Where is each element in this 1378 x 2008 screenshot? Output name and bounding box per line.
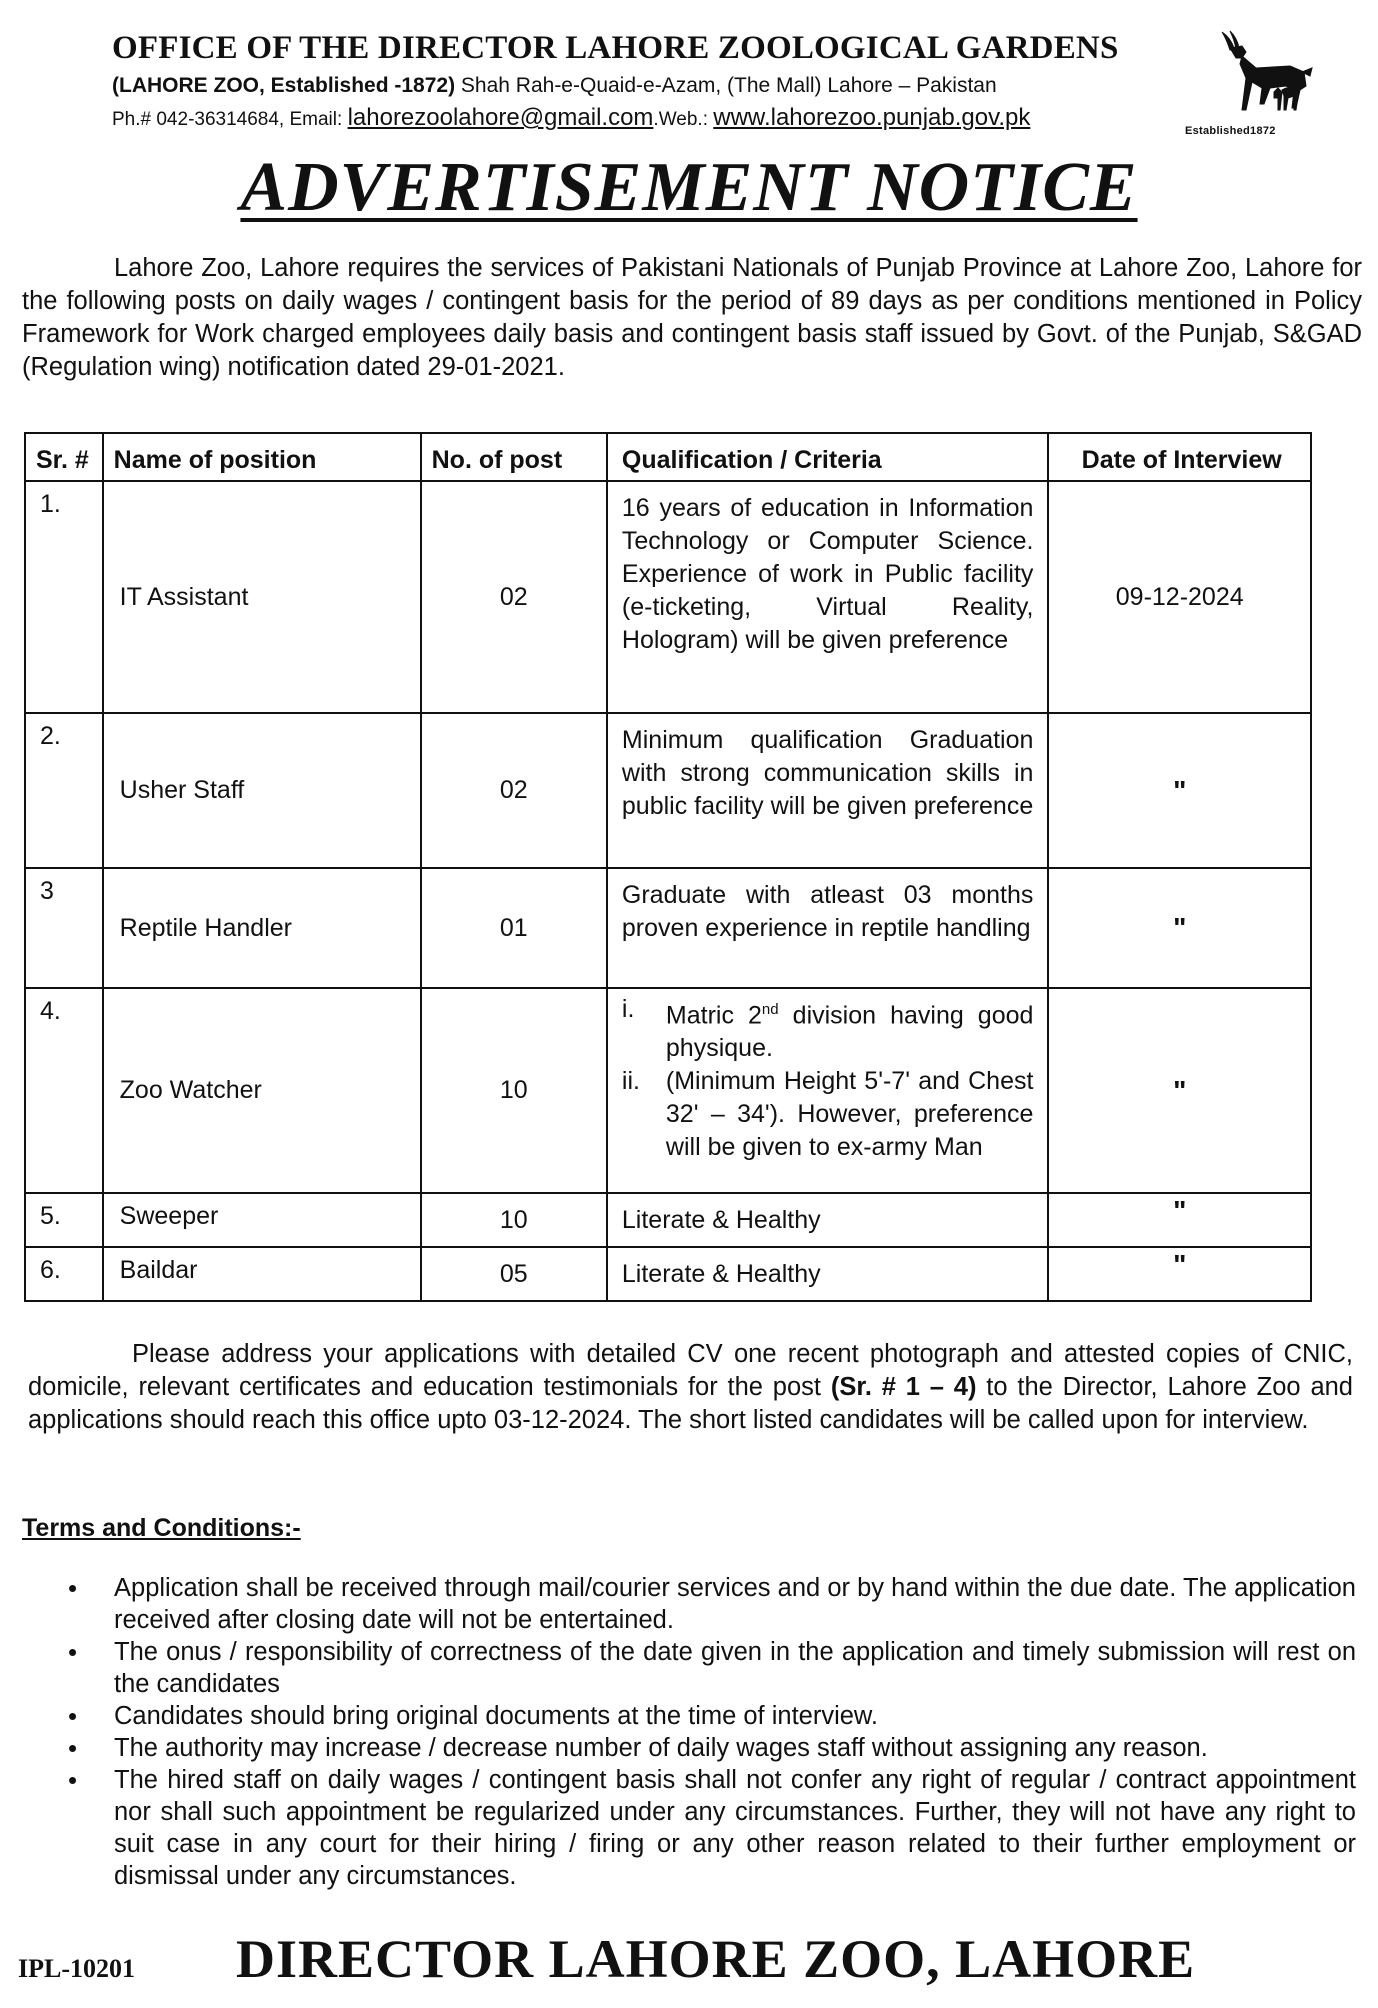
office-contact <box>112 104 1030 132</box>
row-posts: 10 <box>421 988 607 1193</box>
list-item: • Candidates should bring original documents at the time of interview. <box>68 1700 1356 1732</box>
row-posts: 02 <box>421 481 607 713</box>
row-qualification: Literate & Healthy <box>607 1193 1049 1247</box>
web-label: .Web.: <box>653 109 714 130</box>
list-item: (Minimum Height 5'-7' and Chest 32' – 34'). However, preference will be given to ex-army Man <box>665 1067 1034 1162</box>
office-address <box>112 74 997 98</box>
row-position: Sweeper <box>103 1193 421 1247</box>
table-row <box>25 1193 1311 1247</box>
row-position: IT Assistant <box>103 481 421 713</box>
list-item-text: division having good physique. <box>665 1001 1034 1063</box>
row-posts: 05 <box>421 1247 607 1301</box>
row-sr: 2. <box>25 713 103 868</box>
list-item-text: Matric 2 <box>665 1001 762 1030</box>
list-item <box>666 993 1034 1065</box>
table-row <box>25 713 1311 868</box>
notice-heading: ADVERTISEMENT NOTICE <box>240 149 1138 226</box>
instructions-emphasis: (Sr. # 1 – 4) <box>830 1373 977 1401</box>
table-header-row <box>25 433 1311 481</box>
row-interview-date: " <box>1048 868 1311 988</box>
intro-paragraph: Lahore Zoo, Lahore requires the services of Pakistani Nationals of Punjab Province at Lahore Zoo, Lahore for the following posts on daily wages / contingent basis for the period of 89 days as per conditions mentioned in Policy Framework for Work charged employees daily basis and contingent basis staff issued by Govt. of the Punjab, S&GAD (Regulation wing) notification dated 29-01-2021. <box>22 254 1362 381</box>
row-interview-date: 09-12-2024 <box>1048 481 1311 713</box>
row-interview-date: " <box>1048 988 1311 1193</box>
antelope-logo-icon <box>1212 28 1322 112</box>
signature-line: DIRECTOR LAHORE ZOO, LAHORE <box>236 1929 1196 1989</box>
row-sr: 3 <box>25 868 103 988</box>
row-position: Reptile Handler <box>103 868 421 988</box>
header-interview-date: Date of Interview <box>1048 433 1311 481</box>
row-qualification: Minimum qualification Graduation with strong communication skills in public facility will be given preference <box>607 713 1049 868</box>
office-established: (LAHORE ZOO, Established -1872) <box>112 74 456 97</box>
table-row <box>25 481 1311 713</box>
row-qualification: Graduate with atleast 03 months proven experience in reptile handling <box>607 868 1049 988</box>
row-sr: 1. <box>25 481 103 713</box>
header-posts: No. of post <box>421 433 607 481</box>
row-position: Zoo Watcher <box>103 988 421 1193</box>
table-row <box>25 868 1311 988</box>
list-marker: i. <box>621 995 635 1023</box>
positions-table <box>24 432 1312 1302</box>
instructions-text: to the Director, Lahore Zoo and applications should reach this office upto 03-12-2024. The short listed candidates will be called upon for interview. <box>28 1373 1353 1434</box>
list-marker: ii. <box>621 1067 640 1096</box>
instructions-text: Please address your applications with detailed CV one recent photograph and attested copies of CNIC, domicile, relevant certificates and education testimonials for the post <box>28 1340 1353 1401</box>
row-posts: 10 <box>421 1193 607 1247</box>
terms-list <box>68 1572 1356 1892</box>
reference-number: IPL-10201 <box>18 1954 135 1983</box>
qualification-list <box>622 993 1034 1164</box>
list-item-sup: nd <box>761 1001 779 1018</box>
email-link[interactable]: lahorezoolahore@gmail.com <box>347 104 654 131</box>
list-item: • The onus / responsibility of correctness of the date given in the application and timely submission will rest on the candidates <box>68 1636 1356 1700</box>
logo-caption: Established1872 <box>1185 125 1276 137</box>
header-sr: Sr. # <box>25 433 103 481</box>
phone-label: Ph.# 042-36314684, Email: <box>112 109 348 130</box>
office-street: Shah Rah-e-Quaid-e-Azam, (The Mall) Lahore – Pakistan <box>455 74 997 97</box>
header-qualification: Qualification / Criteria <box>607 433 1049 481</box>
row-qualification: Literate & Healthy <box>607 1247 1049 1301</box>
row-interview-date: " <box>1048 1247 1311 1301</box>
row-posts: 02 <box>421 713 607 868</box>
terms-heading: Terms and Conditions:- <box>22 1514 301 1542</box>
list-item: • The hired staff on daily wages / contingent basis shall not confer any right of regular / contract appointment nor shall such appointment be regularized under any circumstances. Further, they will not have any right to suit case in any court for their hiring / firing or any other reason related to their further employment or dismissal under any circumstances. <box>68 1764 1356 1892</box>
row-posts: 01 <box>421 868 607 988</box>
table-row <box>25 988 1311 1193</box>
row-qualification: 16 years of education in Information Technology or Computer Science. Experience of work in Public facility (e-ticketing, Virtual Reality, Hologram) will be given preference <box>607 481 1049 713</box>
office-title: OFFICE OF THE DIRECTOR LAHORE ZOOLOGICAL GARDENS <box>112 30 1119 66</box>
table-row <box>25 1247 1311 1301</box>
row-sr: 6. <box>25 1247 103 1301</box>
row-sr: 4. <box>25 988 103 1193</box>
list-item: • The authority may increase / decrease number of daily wages staff without assigning any reason. <box>68 1732 1356 1764</box>
website-link[interactable]: www.lahorezoo.punjab.gov.pk <box>713 104 1031 131</box>
row-sr: 5. <box>25 1193 103 1247</box>
instructions-paragraph <box>28 1338 1353 1437</box>
row-interview-date: " <box>1048 713 1311 868</box>
row-position: Baildar <box>103 1247 421 1301</box>
row-interview-date: " <box>1048 1193 1311 1247</box>
list-item: • Application shall be received through mail/courier services and or by hand within the due date. The application received after closing date will not be entertained. <box>68 1572 1356 1636</box>
header-position: Name of position <box>103 433 421 481</box>
row-qualification <box>607 988 1049 1193</box>
row-position: Usher Staff <box>103 713 421 868</box>
